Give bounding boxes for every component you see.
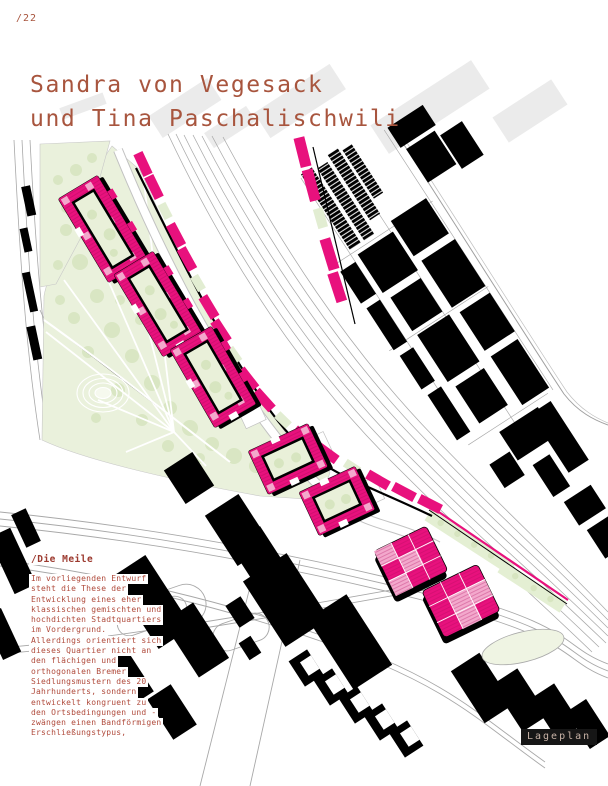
page-number: /22 xyxy=(16,13,38,24)
page-title xyxy=(30,68,401,136)
map-label: Lageplan xyxy=(521,729,597,745)
article-block xyxy=(29,554,239,739)
plaza-teardrop xyxy=(479,622,568,671)
article-heading: /Die Meile xyxy=(31,554,94,565)
title-line-2: und Tina Paschalischwili xyxy=(30,106,401,132)
article-body: Im vorliegenden Entwurf steht die These der Entwicklung eines eher klassischen gemischten und hochdichten Stadtquartiers im Vordergrund. Allerdings orientiert sich dieses Quartier nicht an den flächigen und orthogonalen Bremer Siedlungsmustern des 20 Jahrhunderts, sondern entwickelt kongruent zu den Ortsbedingungen und - zwängen einen Bandförmigen Erschließungstypus, xyxy=(31,574,162,738)
title-line-1: Sandra von Vegesack xyxy=(30,72,324,98)
